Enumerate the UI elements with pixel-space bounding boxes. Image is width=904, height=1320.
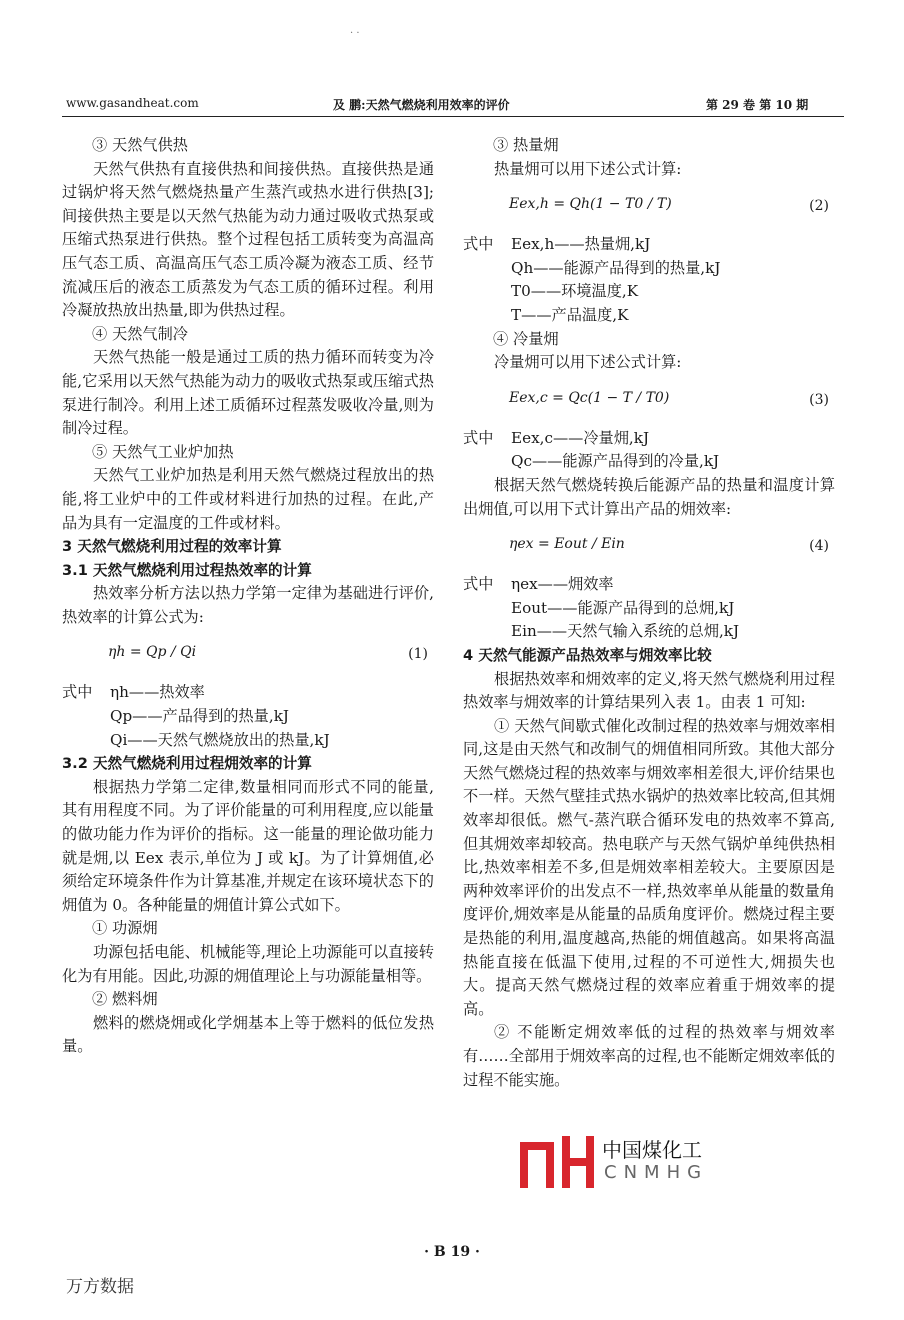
- para-3-2: 根据热力学第二定律,数量相同而形式不同的能量,其有用程度不同。为了评价能量的可利用程度,应以能量的做功能力作为评价的指标。这一能量的理论做功能力就是㶲,以 Eex 表示,单位为 J 或 kJ。为了计算㶲值,必须给定环境条件作为计算基准,并规定在该环境状态下的㶲值为 0。各种能量的㶲值计算公式如下。: [62, 777, 434, 914]
- where-3-b: Qc——能源产品得到的冷量,kJ: [511, 452, 720, 471]
- section-3-1-title: 3.1 天然气燃烧利用过程热效率的计算: [62, 561, 312, 579]
- equation-2-formula: Eex,h = Qh(1 − T0 / T): [509, 196, 672, 213]
- where-4-a: ηex——㶲效率: [511, 575, 614, 594]
- equation-4: [463, 525, 835, 569]
- section-3-title: 3 天然气燃烧利用过程的效率计算: [62, 538, 282, 556]
- logo-text-cn: 中国煤化工: [602, 1134, 702, 1163]
- equation-3-formula: Eex,c = Qc(1 − T / T0): [509, 389, 670, 406]
- heading-work-exergy: ① 功源㶲: [92, 919, 158, 938]
- left-column: [62, 134, 434, 1059]
- where-4-c: Ein——天然气输入系统的总㶲,kJ: [511, 622, 740, 641]
- watermark-logo: [518, 1132, 848, 1190]
- heading-fuel-exergy: ② 燃料㶲: [92, 990, 158, 1009]
- equation-1: [62, 633, 434, 677]
- where-label: 式中: [463, 575, 494, 594]
- where-label: 式中: [463, 428, 494, 447]
- where-1-b: Qp——产品得到的热量,kJ: [110, 707, 289, 726]
- heading-heat-exergy: ③ 热量㶲: [493, 136, 559, 154]
- para-work-exergy: 功源包括电能、机械能等,理论上功源能可以直接转化为有用能。因此,功源的㶲值理论上与功源能量相等。: [62, 943, 434, 985]
- para-fuel-exergy: 燃料的燃烧㶲或化学㶲基本上等于燃料的低位发热量。: [62, 1013, 434, 1056]
- where-4-b: Eout——能源产品得到的总㶲,kJ: [511, 598, 735, 617]
- where-3-a: Eex,c——冷量㶲,kJ: [511, 428, 650, 447]
- equation-3-number: (3): [809, 391, 829, 408]
- where-2-b: Qh——能源产品得到的热量,kJ: [511, 258, 721, 277]
- equation-3: [463, 379, 835, 423]
- heading-gas-heating: ③ 天然气供热: [92, 136, 188, 154]
- equation-2-number: (2): [809, 198, 829, 215]
- section-3-2-title: 3.2 天然气燃烧利用过程㶲效率的计算: [62, 755, 312, 773]
- wanfang-watermark: 万方数据: [66, 1277, 134, 1297]
- para-4-point-1: ① 天然气间歇式催化改制过程的热效率与㶲效率相同,这是由天然气和改制气的㶲值相同所致。其他大部分天然气燃烧过程的热效率与㶲效率相差很大,评价结果也不一样。天然气壁挂式热水锅炉的热效率比较高,但其㶲效率却很低。燃气-蒸汽联合循环发电的热效率不算高,但其㶲效率却较高。热电联产与天然气锅炉单纯供热相比,热效率相差不多,但是㶲效率相差较大。主要原因是两种效率评价的出发点不一样,热效率单从能量的数量角度评价,㶲效率是从能量的品质角度评价。燃烧过程主要是热能的利用,温度越高,热能的㶲值越高。如果将高温热能直接在低温下使用,过程的不可逆性大,㶲损失也大。提高天然气燃烧过程的效率应着重于㶲效率的提高。: [463, 716, 835, 1018]
- heading-gas-cooling: ④ 天然气制冷: [92, 324, 188, 343]
- where-2-d: T——产品温度,K: [511, 305, 629, 324]
- where-label: 式中: [62, 683, 93, 702]
- para-3-1: 热效率分析方法以热力学第一定律为基础进行评价,热效率的计算公式为:: [62, 584, 434, 626]
- article-running-title: 及 鹏:天然气燃烧利用效率的评价: [333, 98, 510, 112]
- where-block-1: [62, 681, 434, 752]
- section-4-title: 4 天然气能源产品热效率与㶲效率比较: [463, 646, 712, 664]
- heading-cold-exergy: ④ 冷量㶲: [493, 329, 559, 348]
- where-block-2: [463, 233, 835, 327]
- para-heat-exergy: 热量㶲可以用下述公式计算:: [494, 159, 682, 178]
- page-number: · B 19 ·: [424, 1244, 480, 1260]
- para-furnace: 天然气工业炉加热是利用天然气燃烧过程放出的热能,将工业炉中的工件或材料进行加热的过程。在此,产品为具有一定温度的工件或材料。: [62, 466, 434, 532]
- equation-1-number: (1): [408, 646, 428, 663]
- journal-site: www.gasandheat.com: [66, 96, 199, 110]
- heading-furnace: ⑤ 天然气工业炉加热: [92, 442, 234, 461]
- para-exergy-efficiency: 根据天然气燃烧转换后能源产品的热量和温度计算出㶲值,可以用下式计算出产品的㶲效率:: [463, 475, 835, 518]
- para-gas-cooling: 天然气热能一般是通过工质的热力循环而转变为冷能,它采用以天然气热能为动力的吸收式热泵或压缩式热泵进行制冷。利用上述工质循环过程蒸发吸收冷量,则为制冷过程。: [62, 348, 434, 438]
- logo-text-en: CNMHG: [604, 1162, 709, 1183]
- para-gas-heating: 天然气供热有直接供热和间接供热。直接供热是通过锅炉将天然气燃烧热量产生蒸汽或热水进行供热[3];间接供热主要是以天然气热能为动力通过吸收式热泵或压缩式热泵进行供热。整个过程包括工质转变为高温高压气态工质、高温高压气态工质冷凝为液态工质、经节流减压后的液态工质蒸发为气态工质的循环过程。利用冷凝放热放出热量,即为供热过程。: [62, 159, 434, 320]
- header-rule: [62, 116, 844, 117]
- equation-4-formula: ηex = Eout / Ein: [509, 536, 625, 553]
- where-1-c: Qi——天然气燃烧放出的热量,kJ: [110, 730, 330, 749]
- equation-1-formula: ηh = Qp / Qi: [108, 644, 197, 661]
- scan-dots: · ·: [350, 28, 360, 39]
- right-column: [463, 134, 835, 1092]
- where-label: 式中: [463, 235, 494, 254]
- para-4-point-2: ② 不能断定㶲效率低的过程的热效率与㶲效率有……全部用于㶲效率高的过程,也不能断定㶲效率低的过程不能实施。: [463, 1023, 835, 1089]
- where-1-a: ηh——热效率: [110, 683, 205, 702]
- where-block-3: [463, 427, 835, 474]
- cnmhg-logo-icon: [518, 1132, 596, 1190]
- where-2-a: Eex,h——热量㶲,kJ: [511, 235, 651, 254]
- where-2-c: T0——环境温度,K: [511, 282, 639, 301]
- where-block-4: [463, 573, 835, 644]
- journal-volume: 第 29 卷 第 10 期: [706, 98, 809, 112]
- equation-4-number: (4): [809, 538, 829, 555]
- para-4: 根据热效率和㶲效率的定义,将天然气燃烧利用过程热效率与㶲效率的计算结果列入表 1。由表 1 可知:: [463, 669, 835, 712]
- para-cold-exergy: 冷量㶲可以用下述公式计算:: [494, 353, 682, 372]
- equation-2: [463, 185, 835, 229]
